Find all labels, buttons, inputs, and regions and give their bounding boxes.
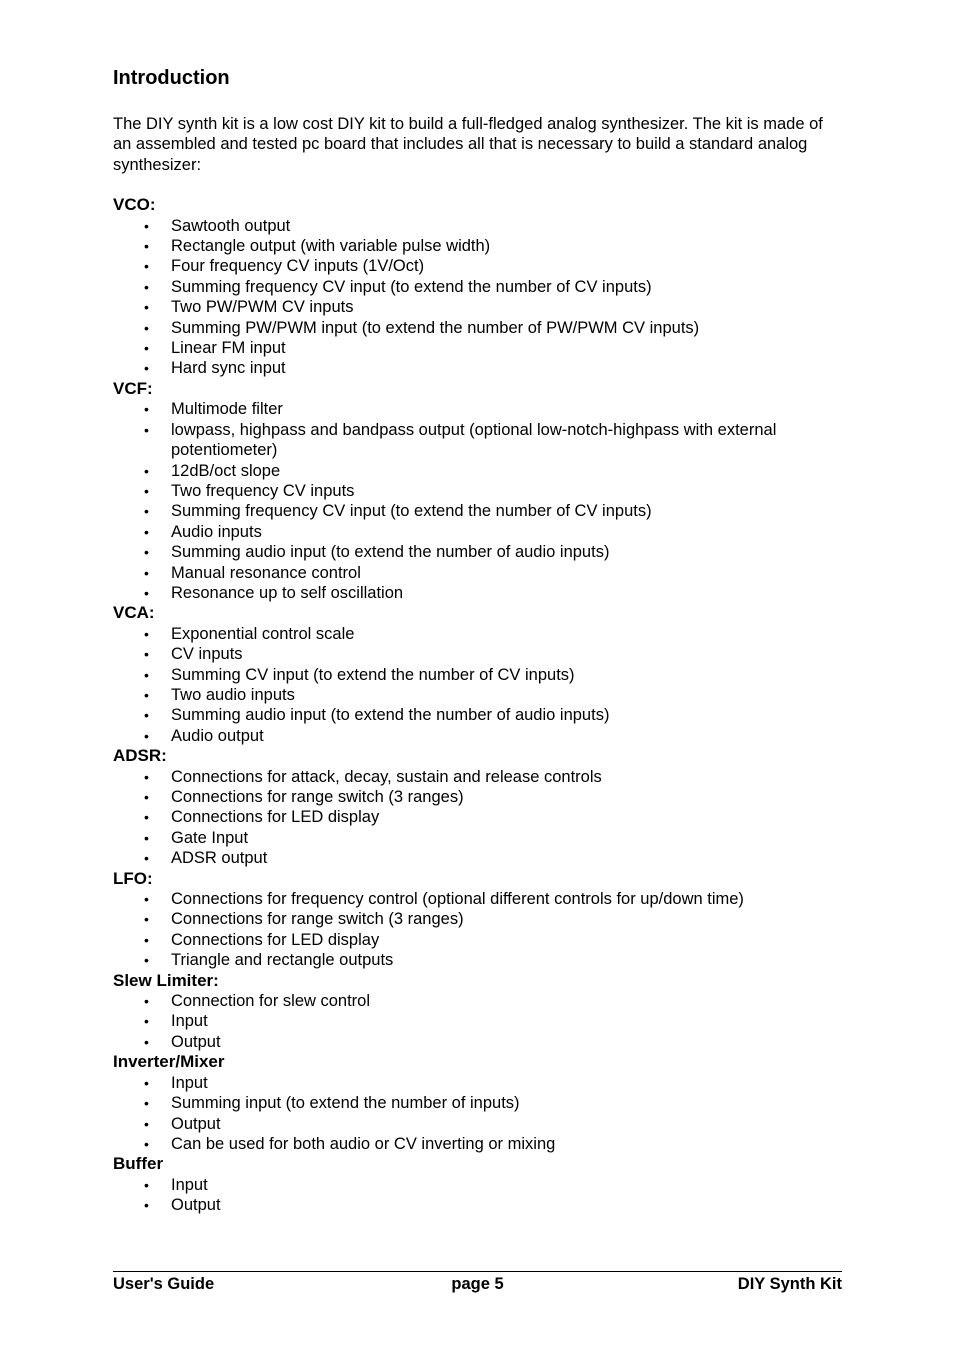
bullet-icon: • [144,564,149,581]
list-item [113,787,843,807]
bullet-icon: • [144,931,149,948]
list-item-text: Manual resonance control [171,563,361,582]
list-item-text: Two frequency CV inputs [171,481,355,500]
bullet-icon: • [144,1176,149,1193]
list-item [113,236,843,256]
list-item-text: Connections for attack, decay, sustain and release controls [171,767,602,786]
section-title: VCA: [113,603,155,623]
list-item [113,807,843,827]
bullet-icon: • [144,401,149,418]
bullet-icon: • [144,584,149,601]
bullet-list [113,1175,843,1216]
list-item-text: Two audio inputs [171,685,295,704]
list-item-text: CV inputs [171,645,243,664]
list-item-text: ADSR output [171,849,268,868]
bullet-icon: • [144,503,149,520]
bullet-icon: • [144,1013,149,1030]
list-item-text: lowpass, highpass and bandpass output (optional low-notch-highpass with external potentiometer) [171,420,777,460]
bullet-icon: • [144,850,149,867]
bullet-icon: • [144,707,149,724]
list-item [113,909,843,929]
list-item-text: Audio output [171,726,264,745]
bullet-icon: • [144,952,149,969]
list-item [113,1093,843,1113]
bullet-icon: • [144,727,149,744]
list-item [113,1175,843,1195]
list-item [113,624,843,644]
list-item-text: Four frequency CV inputs (1V/Oct) [171,257,425,276]
list-item-text: Summing frequency CV input (to extend the number of CV inputs) [171,277,652,296]
list-item-text: Sawtooth output [171,216,291,235]
list-item [113,522,843,542]
list-item [113,950,843,970]
bullet-icon: • [144,360,149,377]
bullet-list [113,991,843,1052]
list-item [113,930,843,950]
bullet-list [113,399,843,603]
bullet-icon: • [144,686,149,703]
section-title: ADSR: [113,746,167,766]
list-item-text: Exponential control scale [171,624,355,643]
section-title: Buffer [113,1154,164,1174]
list-item [113,420,843,461]
list-item [113,889,843,909]
section [113,1154,843,1215]
list-item-text: Connections for range switch (3 ranges) [171,910,464,929]
bullet-list [113,889,843,971]
footer-product-name: DIY Synth Kit [737,1275,842,1293]
list-item-text: Output [171,1114,221,1133]
page-title: Introduction [113,67,230,89]
section-title: VCO: [113,195,156,215]
list-item [113,501,843,521]
list-item-text: Resonance up to self oscillation [171,583,404,602]
bullet-icon: • [144,299,149,316]
bullet-icon: • [144,319,149,336]
list-item-text: Output [171,1032,221,1051]
list-item-text: Input [171,1012,208,1031]
list-item-text: Connections for frequency control (optional different controls for up/down time) [171,890,744,909]
bullet-icon: • [144,278,149,295]
list-item-text: Audio inputs [171,522,262,541]
bullet-icon: • [144,911,149,928]
bullet-icon: • [144,1135,149,1152]
list-item [113,848,843,868]
list-item [113,461,843,481]
list-item-text: Output [171,1196,221,1215]
bullet-icon: • [144,809,149,826]
footer-page-number: page 5 [451,1275,504,1293]
list-item-text: Summing audio input (to extend the number of audio inputs) [171,543,610,562]
feature-sections [113,195,843,1215]
section-title: VCF: [113,378,153,398]
bullet-icon: • [144,544,149,561]
list-item-text: Summing input (to extend the number of inputs) [171,1094,520,1113]
list-item [113,1195,843,1215]
list-item [113,726,843,746]
list-item-text: Summing audio input (to extend the number of audio inputs) [171,706,610,725]
bullet-list [113,624,843,746]
list-item [113,256,843,276]
list-item [113,1114,843,1134]
list-item-text: Hard sync input [171,359,286,378]
bullet-icon: • [144,829,149,846]
list-item [113,216,843,236]
section-title: LFO: [113,868,153,888]
bullet-icon: • [144,1033,149,1050]
bullet-icon: • [144,646,149,663]
bullet-icon: • [144,238,149,255]
list-item [113,338,843,358]
list-item-text: Connections for range switch (3 ranges) [171,788,464,806]
list-item-text: Connection for slew control [171,992,371,1011]
list-item-text: Gate Input [171,828,249,847]
list-item [113,399,843,419]
list-item-text: Input [171,1175,208,1194]
section [113,869,843,971]
list-item-text: Summing frequency CV input (to extend the number of CV inputs) [171,502,652,521]
bullet-icon: • [144,993,149,1010]
section [113,195,843,379]
list-item [113,318,843,338]
bullet-icon: • [144,462,149,479]
list-item [113,563,843,583]
section-title: Inverter/Mixer [113,1052,225,1072]
intro-paragraph: The DIY synth kit is a low cost DIY kit to build a full-fledged analog synthesizer. The kit is made of an assembled and tested pc board that includes all that is necessary to build a standard analog synthesizer: [113,115,823,174]
list-item [113,1073,843,1093]
list-item [113,991,843,1011]
bullet-icon: • [144,421,149,438]
list-item-text: Rectangle output (with variable pulse width) [171,237,491,256]
page-footer [113,1271,842,1298]
list-item [113,277,843,297]
list-item-text: Linear FM input [171,339,286,358]
list-item [113,358,843,378]
bullet-list [113,1073,843,1155]
list-item [113,828,843,848]
bullet-icon: • [144,340,149,357]
bullet-icon: • [144,1074,149,1091]
list-item-text: Summing PW/PWM input (to extend the number of PW/PWM CV inputs) [171,318,700,337]
list-item-text: Triangle and rectangle outputs [171,951,394,970]
list-item [113,583,843,603]
document-page [113,64,843,1216]
list-item [113,767,843,787]
list-item [113,705,843,725]
bullet-list [113,216,843,379]
bullet-list [113,767,843,869]
list-item [113,1032,843,1052]
footer-guide-title: User's Guide [113,1275,215,1293]
list-item [113,542,843,562]
list-item-text: Input [171,1073,208,1092]
list-item [113,1134,843,1154]
list-item-text: Summing CV input (to extend the number of CV inputs) [171,665,575,684]
bullet-icon: • [144,1095,149,1112]
bullet-icon: • [144,482,149,499]
list-item [113,665,843,685]
section [113,379,843,603]
section [113,746,843,868]
bullet-icon: • [144,1115,149,1132]
list-item [113,481,843,501]
bullet-icon: • [144,768,149,785]
section [113,971,843,1053]
list-item-text: Connections for LED display [171,930,380,949]
bullet-icon: • [144,789,149,805]
bullet-icon: • [144,217,149,234]
bullet-icon: • [144,523,149,540]
list-item-text: 12dB/oct slope [171,461,281,480]
list-item [113,297,843,317]
list-item-text: Two PW/PWM CV inputs [171,298,354,317]
bullet-icon: • [144,258,149,275]
list-item-text: Multimode filter [171,400,283,419]
list-item-text: Can be used for both audio or CV inverting or mixing [171,1134,556,1153]
section-title: Slew Limiter: [113,970,219,990]
bullet-icon: • [144,1197,149,1214]
bullet-icon: • [144,891,149,908]
section [113,1052,843,1154]
bullet-icon: • [144,625,149,642]
list-item [113,1011,843,1031]
list-item-text: Connections for LED display [171,808,380,827]
list-item [113,644,843,664]
bullet-icon: • [144,666,149,683]
section [113,603,843,746]
list-item [113,685,843,705]
